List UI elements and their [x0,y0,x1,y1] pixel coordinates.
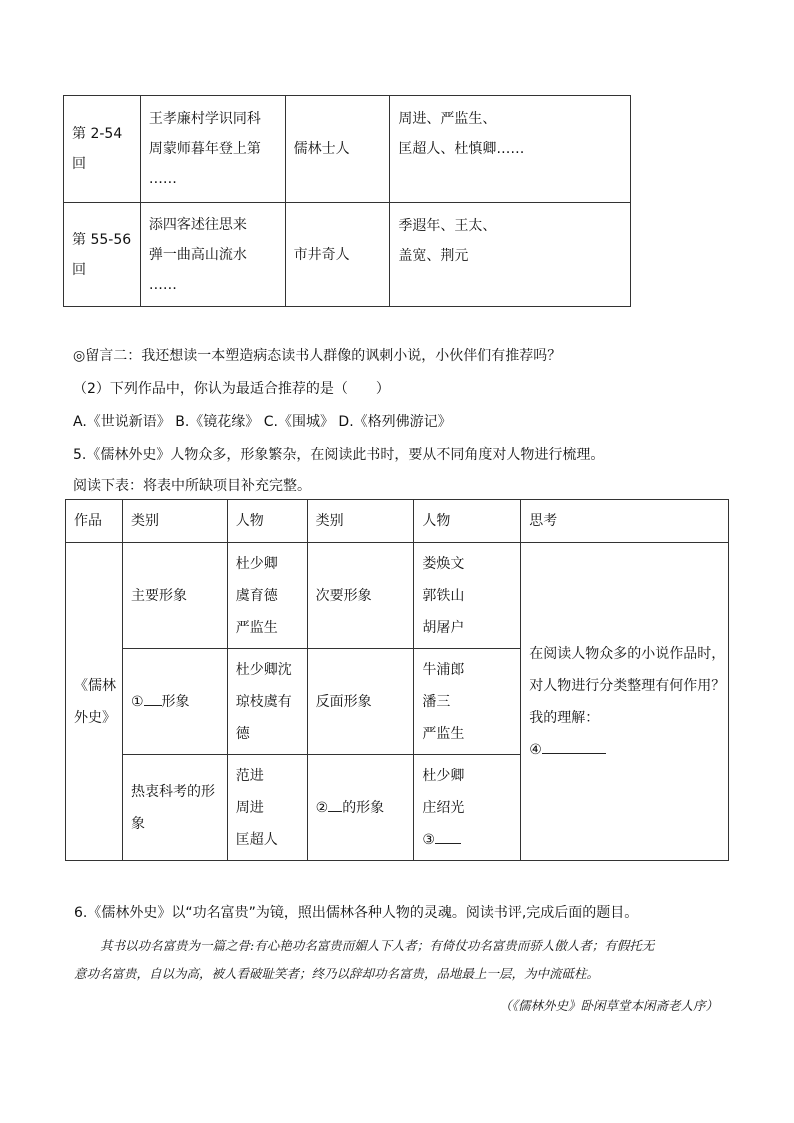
header-category: 类别 [307,500,414,543]
titles-cell: 王孝廉村学识同科 周蒙师暮年登上第 …… [140,96,285,203]
table-header-row [66,500,729,543]
header-people: 人物 [414,500,521,543]
character-table [65,499,729,861]
people-cell: 娄焕文 郭铁山 胡屠户 [414,543,521,649]
category-cell: 反面形象 [307,649,414,755]
q5-instruction: 阅读下表：将表中所缺项目补充完整。 [73,478,311,494]
titles-cell: 添四客述往思来 弹一曲高山流水 …… [140,203,285,307]
people-cell: 牛浦郎 潘三 严监生 [414,649,521,755]
answer-blank-1[interactable] [144,691,162,706]
q6-intro: 6.《儒林外史》以“功名富贵”为镜，照出儒林各种人物的灵魂。阅读书评,完成后面的题目。 [74,905,639,921]
people-cell: 杜少卿 虞育德 严监生 [227,543,307,649]
chapter-cell: 第 55-56 回 [64,203,141,307]
q2-question: （2）下列作品中，你认为最适合推荐的是（ ） [73,381,390,397]
header-category: 类别 [122,500,227,543]
think-cell: 在阅读人物众多的小说作品时， 对人物进行分类整理有何作用？ 我的理解： ④ [521,543,729,861]
table-row [64,203,631,307]
q5-intro: 5.《儒林外史》人物众多，形象繁杂，在阅读此书时，要从不同角度对人物进行梳理。 [73,447,605,463]
answer-blank-2[interactable] [328,797,342,812]
header-think: 思考 [521,500,729,543]
people-cell: 范进 周进 匡超人 [227,755,307,861]
people-cell: 季遐年、王太、 盖宽、荆元 [390,203,631,307]
header-people: 人物 [227,500,307,543]
category-cell: 儒林士人 [285,96,390,203]
answer-blank-3[interactable]: ③ [422,824,520,856]
table-row [64,96,631,203]
category-cell: ① 形象 [122,649,227,755]
answer-blank-4[interactable]: ④ [529,734,728,766]
chapter-cell: 第 2-54 回 [64,96,141,203]
q2-message: ◎留言二：我还想读一本塑造病态读书人群像的讽刺小说，小伙伴们有推荐吗？ [73,348,562,364]
category-cell: 市井奇人 [285,203,390,307]
work-cell: 《儒林 外史》 [66,543,123,861]
category-cell: 次要形象 [307,543,414,649]
people-cell: 周进、严监生、 匡超人、杜慎卿…… [390,96,631,203]
q6-quote-line1: 其书以功名富贵为一篇之骨:有心艳功名富贵而媚人下人者；有倚仗功名富贵而骄人傲人者；有假托无 [100,938,655,953]
people-cell: 杜少卿 庄绍光 ③ [414,755,521,861]
q6-source: （《儒林外史》卧闲草堂本闲斋老人序） [499,998,718,1013]
header-work: 作品 [66,500,123,543]
chapter-table [63,95,631,307]
category-cell: 主要形象 [122,543,227,649]
q6-quote-line2: 意功名富贵，自以为高，被人看破耻笑者；终乃以辞却功名富贵，品地最上一层，为中流砥柱。 [74,966,600,981]
category-cell: ② 的形象 [307,755,414,861]
table-row [66,543,729,649]
q2-options: A.《世说新语》 B.《镜花缘》 C.《围城》 D.《格列佛游记》 [73,414,452,430]
people-cell: 杜少卿沈 琼枝虞有 德 [227,649,307,755]
category-cell: 热衷科考的形 象 [122,755,227,861]
